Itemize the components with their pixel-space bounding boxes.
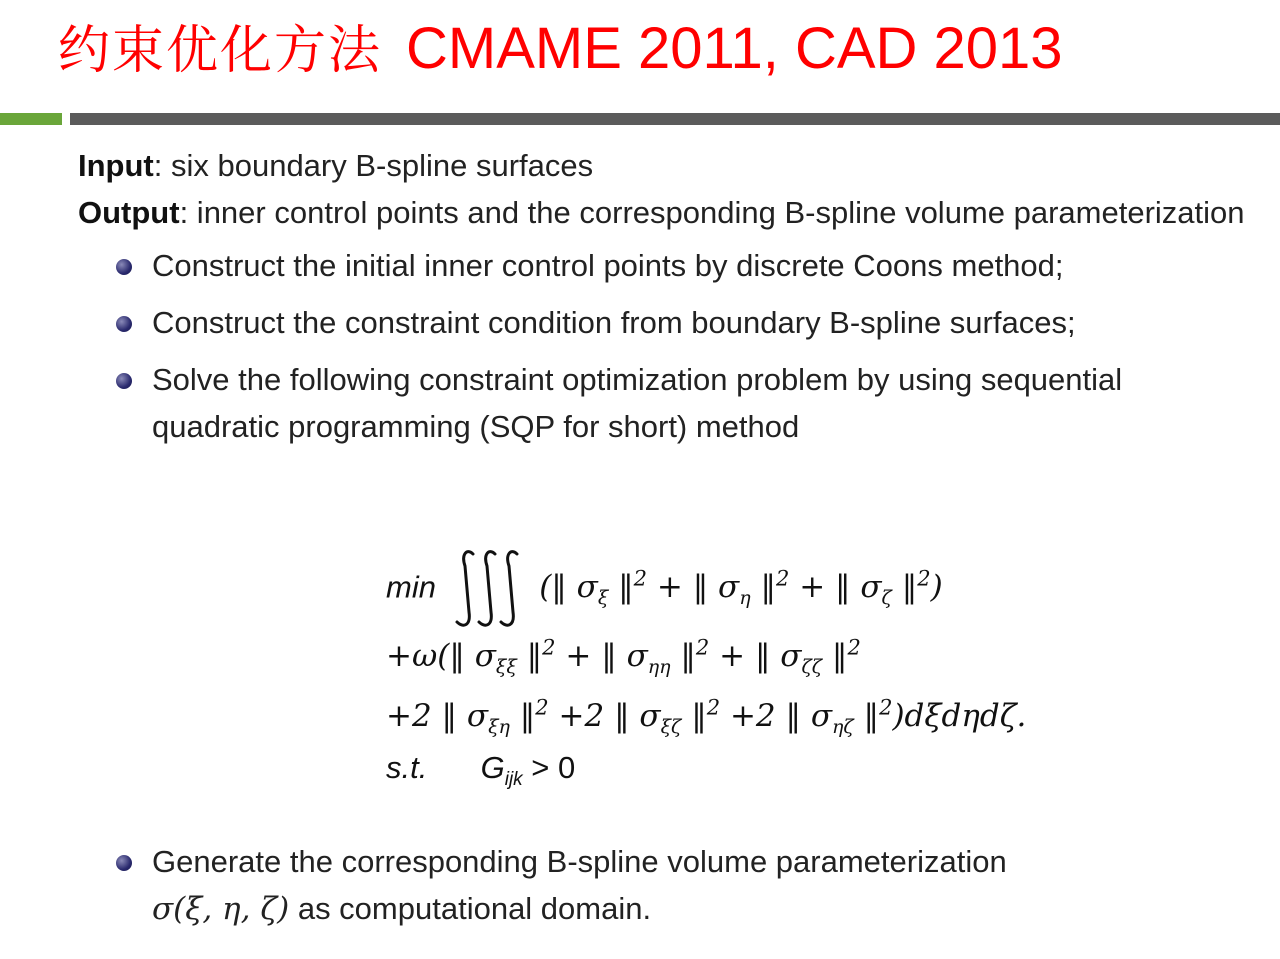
formula-row-3: +2 ‖ $\sigma_{\xi\eta}$ ‖$^2$ +2 ‖ $\sigma_{\xi\zeta}$ ‖$^2$ +2 ‖ $\sigma_{\eta\zeta}$ ‖$^2$)dξdηdζ. <box>386 696 1027 739</box>
step-list <box>78 242 1258 450</box>
list-item-text: Solve the following constraint optimization problem by using sequential quadratic programming (SQP for short) method <box>152 362 1123 444</box>
bullet-icon <box>116 316 132 332</box>
list-item <box>78 242 1258 289</box>
slide-title <box>58 14 1063 86</box>
title-chinese: 约束优化方法 <box>58 21 383 81</box>
accent-bar-dark <box>70 113 1280 125</box>
title-references: CMAME 2011, CAD 2013 <box>406 16 1063 81</box>
formula-row-1: min (‖ $\sigma_\xi$ ‖$^2$ + ‖ $\sigma_\eta$ ‖$^2$ + ‖ $\sigma_\zeta$ ‖$^2$) <box>386 540 1026 618</box>
formula-g: G <box>480 750 505 785</box>
bullet-icon <box>116 855 132 871</box>
bullet-icon <box>116 259 132 275</box>
list-item <box>78 356 1258 450</box>
input-line <box>78 142 1258 189</box>
final-step <box>78 838 1258 943</box>
list-item <box>78 299 1258 346</box>
optimization-formula <box>386 540 1026 798</box>
input-text: : six boundary B-spline surfaces <box>153 148 594 183</box>
accent-bar-green <box>0 113 62 125</box>
formula-row-2: +ω(‖ $\sigma_{\xi\xi}$ ‖$^2$ + ‖ $\sigma_{\eta\eta}$ ‖$^2$ + ‖ $\sigma_{\zeta\zeta}$ ‖$^2$ <box>386 636 861 679</box>
bullet-icon <box>116 373 132 389</box>
final-step-suffix: as computational domain. <box>289 891 652 926</box>
list-item-text: Construct the initial inner control points by discrete Coons method; <box>152 248 1064 283</box>
list-item <box>78 838 1258 933</box>
formula-min: min <box>386 569 436 605</box>
formula-gt-zero: > 0 <box>531 750 576 785</box>
slide-body <box>78 142 1258 460</box>
sigma-expression: σ(ξ, η, ζ) <box>152 891 290 927</box>
list-item-text: Construct the constraint condition from boundary B-spline surfaces; <box>152 305 1076 340</box>
input-label: Input <box>78 148 154 183</box>
formula-st: s.t. <box>386 750 428 785</box>
output-text: : inner control points and the corresponding B-spline volume parameterization <box>179 195 1245 230</box>
formula-g-subscript: ijk <box>504 769 523 791</box>
output-line <box>78 189 1258 236</box>
output-label: Output <box>78 195 180 230</box>
final-step-text: Generate the corresponding B-spline volume parameterization <box>152 844 1007 879</box>
formula-row-constraint <box>386 738 1026 798</box>
